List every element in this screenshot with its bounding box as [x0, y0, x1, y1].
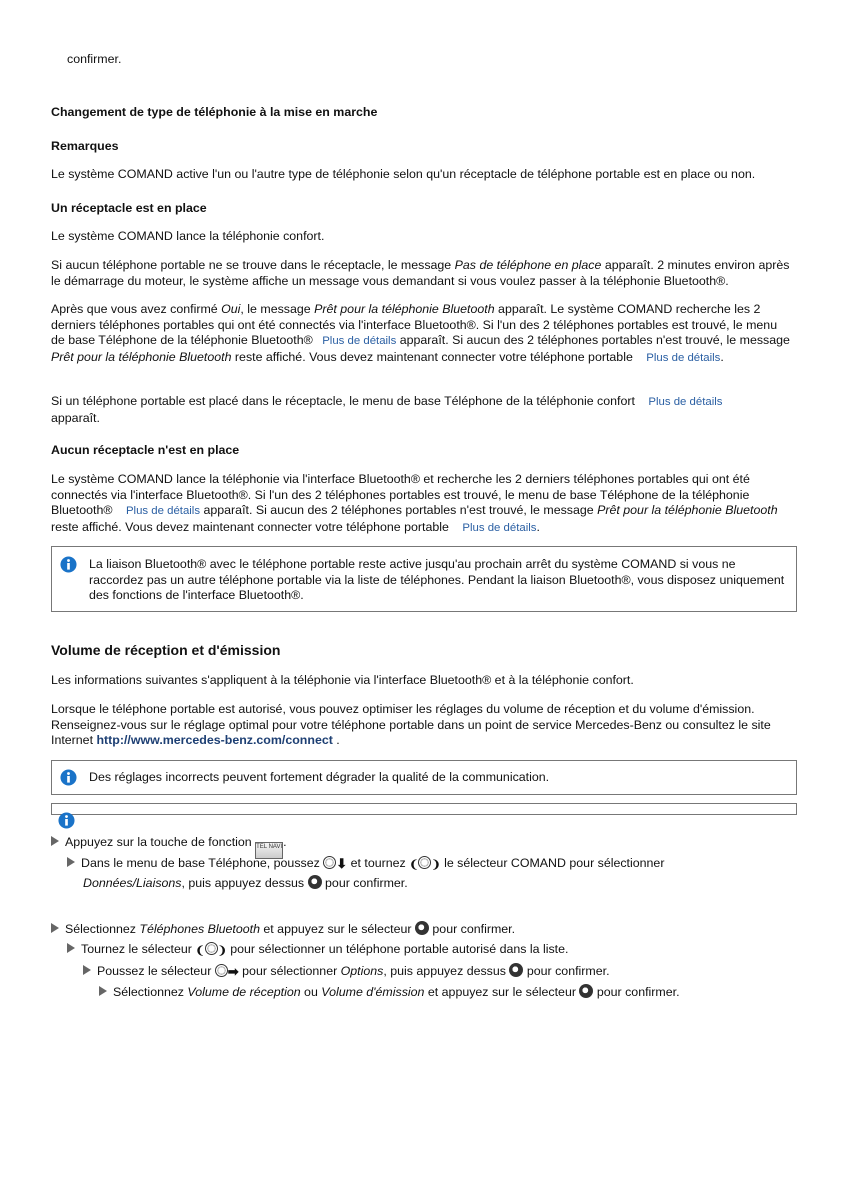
more-details-link[interactable]: Plus de détails: [125, 505, 201, 518]
subheading-receptacle-present: Un réceptacle est en place: [51, 201, 207, 215]
paragraph: Le système COMAND lance la téléphonie confort.: [51, 229, 325, 243]
bullet-arrow-icon: [83, 965, 91, 975]
step-2-1: Tournez le sélecteur ❨ ❩ pour sélectionner un téléphone portable autorisé dans la liste.: [67, 942, 568, 960]
tel-navi-button-icon: TEL NAVI: [255, 842, 283, 859]
comand-selector-icon: [215, 964, 228, 977]
more-details-link[interactable]: Plus de détails: [462, 521, 537, 534]
remarks-text: Le système COMAND active l'un ou l'autre type de téléphonie selon qu'un réceptacle de téléphone portable est en place ou non.: [51, 167, 756, 181]
paragraph: Lorsque le téléphone portable est autorisé, vous pouvez optimiser les réglages du volume de réception et du volume d'émission. Renseignez-vous sur le réglage optimal pour votre téléphone portable dans un point de service Mercedes-Benz ou consultez le site Internet http://www.mercedes-benz.com/connect .: [51, 702, 771, 748]
bullet-arrow-icon: [99, 986, 107, 996]
note-text: Des réglages incorrects peuvent fortement dégrader la qualité de la communication.: [89, 770, 550, 784]
intro-text: confirmer.: [67, 52, 122, 66]
comand-selector-icon: [323, 856, 336, 869]
step-2: Sélectionnez Téléphones Bluetooth et appuyez sur le sélecteur pour confirmer.: [51, 921, 515, 938]
info-icon: [60, 769, 77, 786]
section-title: Volume de réception et d'émission: [51, 642, 281, 658]
step-1: Appuyez sur la touche de fonction TEL NAVI.: [51, 835, 287, 859]
paragraph: Si aucun téléphone portable ne se trouve dans le réceptacle, le message Pas de téléphone en place apparaît. 2 minutes environ après le démarrage du moteur, le système affiche un message vous demandant si vous voulez passer à la téléphonie Bluetooth®.: [51, 258, 790, 288]
press-selector-icon: [308, 875, 322, 889]
remarks-heading: Remarques: [51, 139, 119, 153]
step-1-1: Dans le menu de base Téléphone, poussez ⬇ et tournez ❨ ❩ le sélecteur COMAND pour sélectionner: [67, 856, 664, 874]
arrow-down-icon: ⬇: [336, 856, 348, 871]
subheading-no-receptacle: Aucun réceptacle n'est en place: [51, 443, 240, 457]
paragraph: Si un téléphone portable est placé dans le réceptacle, le menu de base Téléphone de la téléphonie confort Plus de détails apparaît.: [51, 394, 723, 425]
bullet-arrow-icon: [67, 943, 75, 953]
comand-selector-icon: [205, 942, 218, 955]
info-icon: [60, 556, 77, 573]
step-1-1-cont: Données/Liaisons, puis appuyez dessus pour confirmer.: [83, 876, 408, 890]
step-2-1-1: Poussez le sélecteur ➡ pour sélectionner Options, puis appuyez dessus pour confirmer.: [83, 963, 610, 980]
mercedes-connect-link[interactable]: http://www.mercedes-benz.com/connect: [96, 733, 333, 748]
info-note-box: [51, 546, 797, 612]
paragraph: Les informations suivantes s'appliquent à la téléphonie via l'interface Bluetooth® et à la téléphonie confort.: [51, 673, 634, 687]
info-note-box: [51, 760, 797, 795]
rotate-left-icon: ❨: [409, 859, 419, 871]
arrow-right-icon: ➡: [227, 964, 239, 979]
more-details-link[interactable]: Plus de détails: [648, 396, 723, 408]
more-details-link[interactable]: Plus de détails: [646, 351, 721, 364]
comand-selector-icon: [418, 856, 431, 869]
more-details-link[interactable]: Plus de détails: [322, 335, 397, 348]
rotate-right-icon: ❩: [431, 859, 441, 871]
press-selector-icon: [509, 963, 523, 977]
info-note-box-empty: [51, 803, 797, 815]
bullet-arrow-icon: [67, 857, 75, 867]
paragraph: Après que vous avez confirmé Oui, le message Prêt pour la téléphonie Bluetooth apparaît. Le système COMAND recherche les 2 derniers téléphones portables qui ont été connectés via l'interface Bluetooth®. Si l'un des 2 téléphones portables est trouvé, le menu de base Téléphone de la téléphonie Bluetooth® Plus de détails apparaît. Si aucun des 2 téléphones portables n'est trouvé, le message Prêt pour la téléphonie Bluetooth reste affiché. Vous devez maintenant connecter votre téléphone portable Plus de détails.: [51, 302, 790, 364]
step-2-1-1-1: Sélectionnez Volume de réception ou Volume d'émission et appuyez sur le sélecteur pour confirmer.: [99, 984, 680, 1001]
note-text: La liaison Bluetooth® avec le téléphone portable reste active jusqu'au prochain arrêt du système COMAND si vous ne raccordez pas un autre téléphone portable via la liste de téléphones. Pendant la liaison Bluetooth®, vous disposez uniquement des fonctions de l'interface Bluetooth®.: [89, 557, 785, 603]
press-selector-icon: [579, 984, 593, 998]
rotate-left-icon: ❨: [195, 945, 205, 957]
section-title: Changement de type de téléphonie à la mise en marche: [51, 105, 378, 119]
press-selector-icon: [415, 921, 429, 935]
bullet-arrow-icon: [51, 923, 59, 933]
bullet-arrow-icon: [51, 836, 59, 846]
info-icon: [58, 812, 75, 829]
paragraph: Le système COMAND lance la téléphonie via l'interface Bluetooth® et recherche les 2 derniers téléphones portables qui ont été connectés via l'interface Bluetooth®. Si l'un des 2 téléphones portables est trouvé, le menu de base Téléphone de la téléphonie Bluetooth® Plus de détails apparaît. Si aucun des 2 téléphones portables n'est trouvé, le message Prêt pour la téléphonie Bluetooth reste affiché. Vous devez maintenant connecter votre téléphone portable Plus de détails.: [51, 472, 778, 534]
rotate-right-icon: ❩: [217, 945, 227, 957]
